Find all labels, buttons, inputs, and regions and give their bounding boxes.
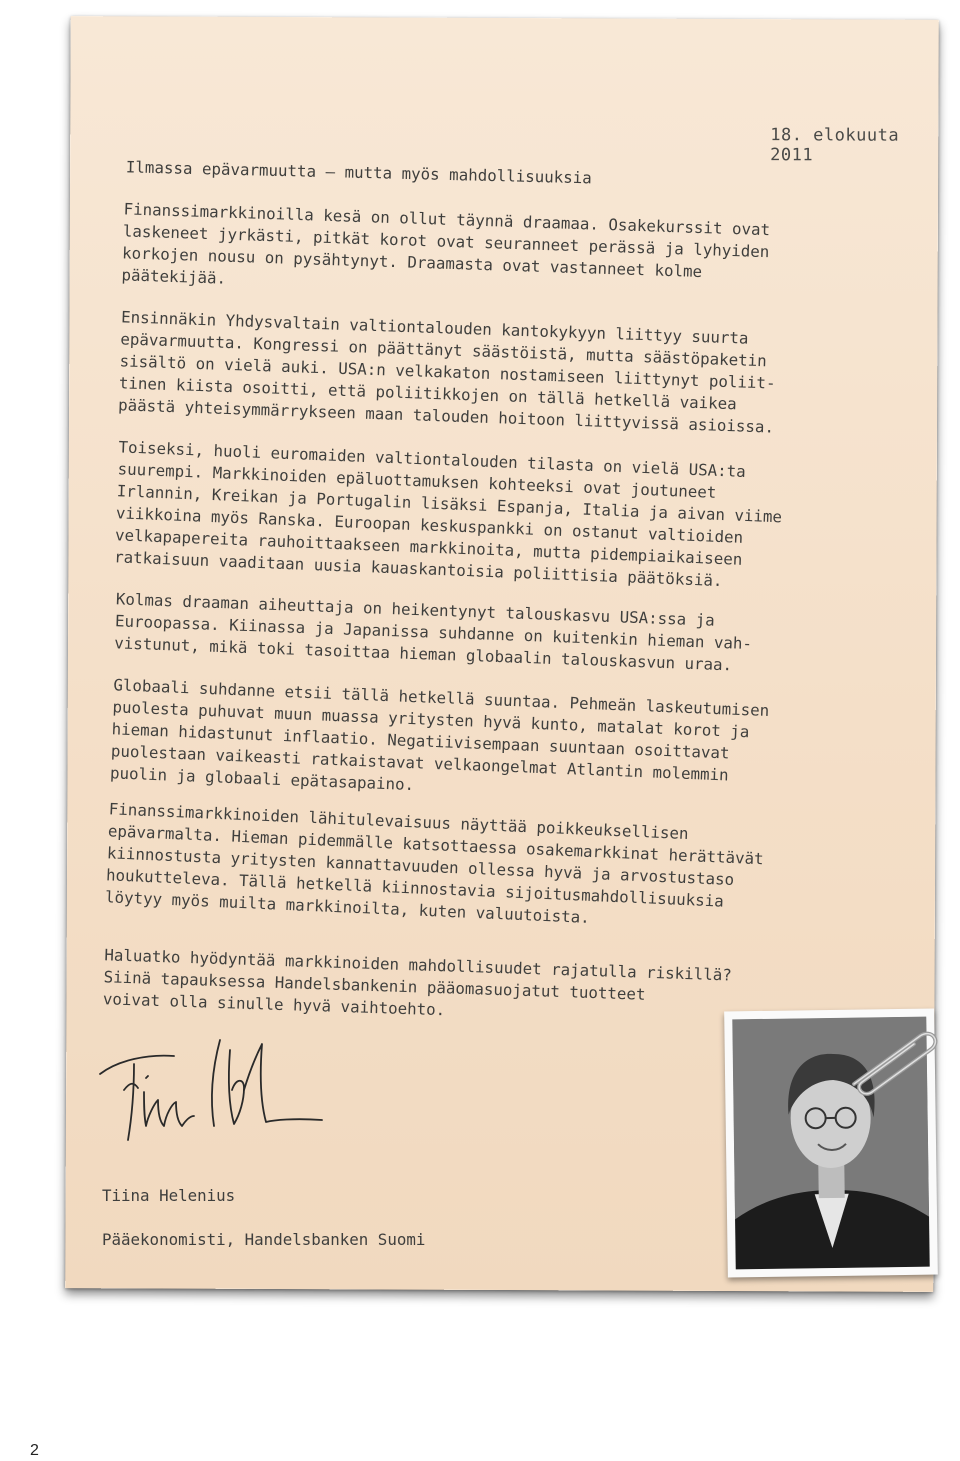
- signature-name: Tiina Helenius: [102, 1186, 236, 1205]
- paragraph-7: Haluatko hyödyntää markkinoiden mahdollisuudet rajatulla riskillä? Siinä tapauksessa Handelsbankenin pääomasuojatut tuotteet voivat olla sinulle hyvä vaihtoehto.: [102, 945, 733, 1020]
- letter-title: Ilmassa epävarmuutta – mutta myös mahdollisuuksia: [125, 157, 593, 188]
- signature-title: Pääekonomisti, Handelsbanken Suomi: [102, 1230, 426, 1249]
- paperclip-icon: [842, 1022, 942, 1102]
- paragraph-4: Kolmas draaman aiheuttaja on heikentynyt talouskasvu USA:ssa ja Euroopassa. Kiinassa ja Japanissa suhdanne on kuitenkin hieman vah- vistunut, mikä toki tasoittaa hieman globaalin talouskasvun uraa.: [113, 589, 753, 675]
- letter-date: 18. elokuuta 2011: [770, 125, 900, 166]
- paragraph-3: Toiseksi, huoli euromaiden valtiontalouden tilasta on vielä USA:ta suurempi. Markkinoiden epäluottamuksen kohteeksi ovat joutuneet Irlannin, Kreikan ja Portugalin lisäksi Espanja, Italia ja aivan viime viikkoina myös Ranska. Euroopan keskuspankki on ostanut valtioiden velkapapereita rauhoittaakseen markkinoita, mutta pidempiaikaiseen ratkaisuun vaaditaan uusia kauaskantoisia poliittisia päätöksiä.: [113, 437, 783, 591]
- handwritten-signature: [94, 1030, 324, 1150]
- paragraph-5: Globaali suhdanne etsii tällä hetkellä suuntaa. Pehmeän laskeutumisen puolesta puhuvat muun muassa yritysten hyvä kunto, matalat korot ja hieman hidastunut inflaatio. Negatiivisempaan suuntaan osoittavat puolestaan vaikeasti ratkaistavat velkaongelmat Atlantin molemmin puolin ja globaali epätasapaino.: [109, 675, 770, 795]
- signature-block: [102, 1163, 425, 1273]
- paragraph-1: Finanssimarkkinoilla kesä on ollut täynnä draamaa. Osakekurssit ovat laskeneet jyrkästi, pitkät korot ovat seuranneet perässä ja lyhyiden korkojen nousu on pysähtynyt. Draamasta ovat vastanneet kolme päätekijää.: [121, 199, 771, 288]
- paragraph-2: Ensinnäkin Yhdysvaltain valtiontalouden kantokykyyn liittyy suurta epävarmuutta. Kongressi on päättänyt säästöistä, mutta säästöpaketin sisältö on vielä auki. USA:n velkakaton nostamiseen liittynyt poliit- tinen kiista osoitti, että poliitikkojen on tällä hetkellä vaikea päästä yhteisymmärrykseen maan talouden hoitoon liittyvissä asioissa.: [117, 307, 776, 437]
- page-number: 2: [30, 1442, 39, 1459]
- paragraph-6: Finanssimarkkinoiden lähitulevaisuus näyttää poikkeuksellisen epävarmalta. Hieman pidemmälle katsottaessa osakemarkkinat herättävät kiinnostusta yritysten kannattavuuden ollessa hyvä ja arvostustaso houkutteleva. Tällä hetkellä kiinnostavia sijoitusmahdollisuuksia löytyy myös muilta markkinoilta, kuten valuutoista.: [104, 799, 765, 927]
